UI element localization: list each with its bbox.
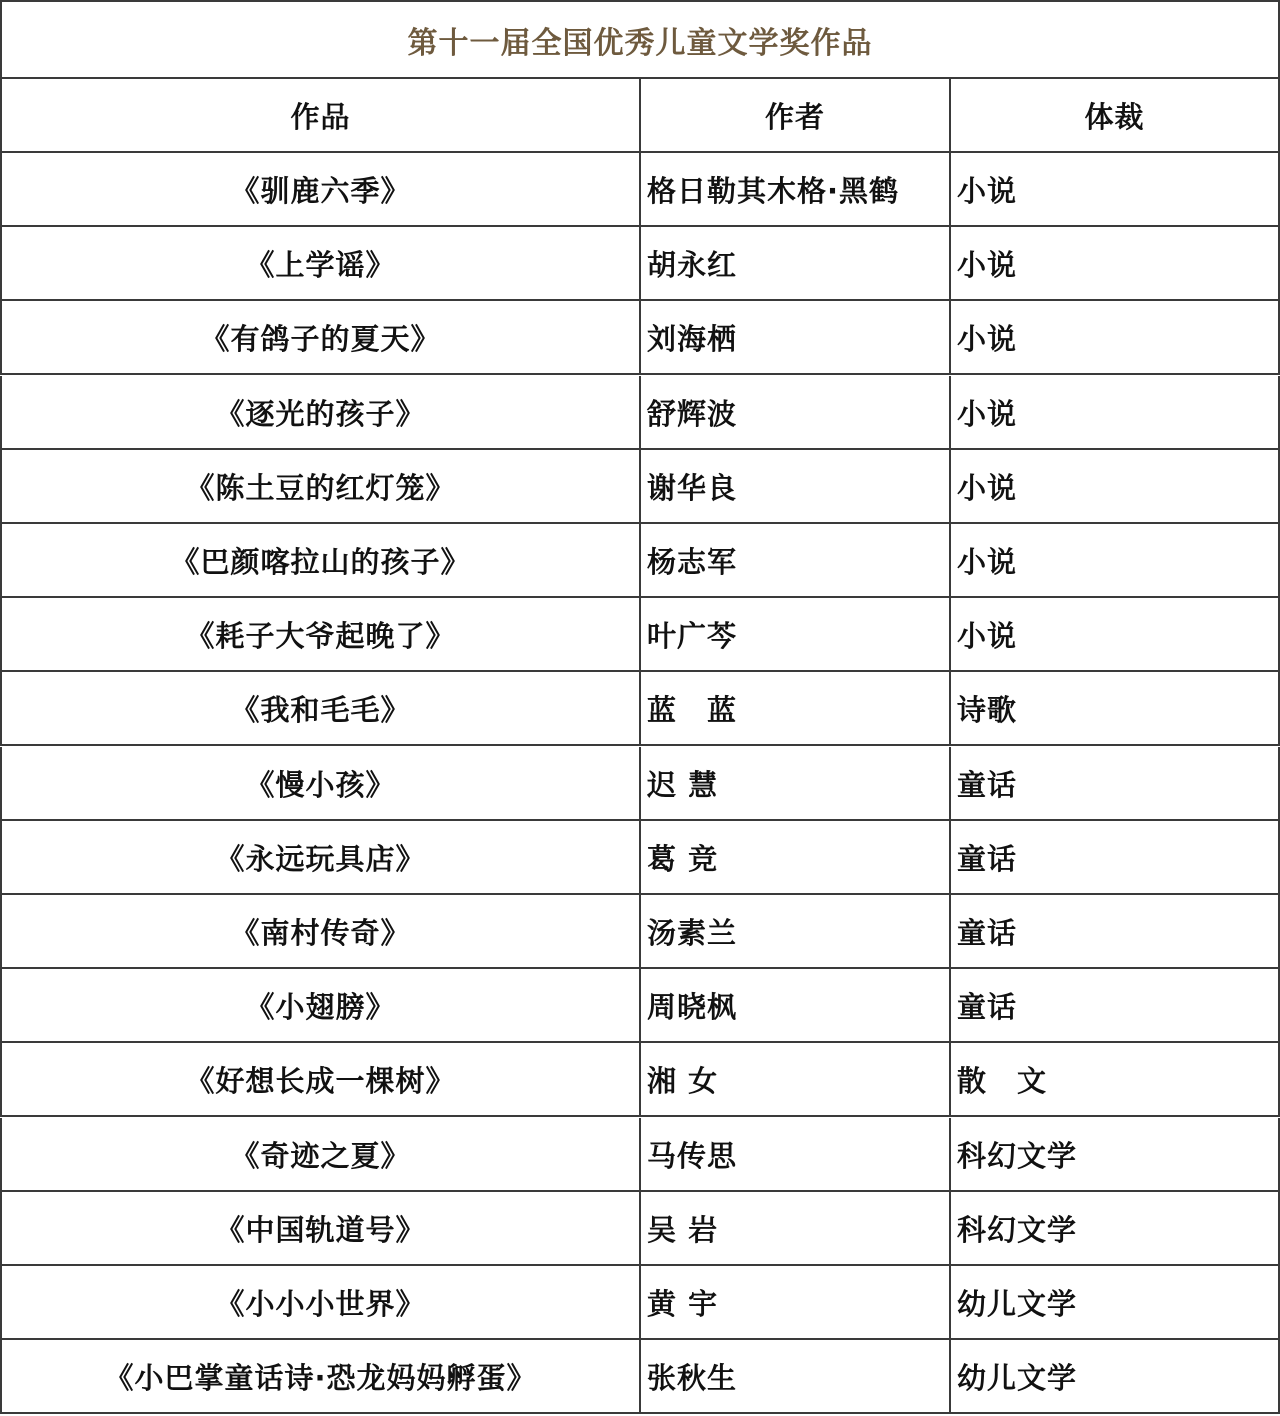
cell-work: 《陈土豆的红灯笼》 (2, 450, 641, 522)
table-row (0, 1043, 1280, 1117)
cell-work: 《永远玩具店》 (2, 821, 641, 893)
table-row (0, 1340, 1280, 1414)
table-header-row (0, 79, 1280, 153)
table-row (0, 376, 1280, 450)
cell-genre: 科幻文学 (957, 1212, 1078, 1247)
cell-work: 《小巴掌童话诗·恐龙妈妈孵蛋》 (2, 1340, 641, 1412)
header-work: 作品 (2, 79, 641, 151)
cell-author: 迟 慧 (641, 747, 951, 819)
cell-genre: 小说 (957, 544, 1018, 579)
cell-genre: 童话 (957, 767, 1018, 802)
table-row (0, 1266, 1280, 1340)
cell-author: 汤素兰 (641, 895, 951, 967)
cell-author: 蓝 蓝 (641, 672, 951, 744)
cell-author: 杨志军 (641, 524, 951, 596)
cell-work: 《上学谣》 (2, 227, 641, 299)
cell-genre: 幼儿文学 (957, 1360, 1078, 1395)
cell-author: 张秋生 (641, 1340, 951, 1412)
table-row (0, 969, 1280, 1043)
cell-work: 《好想长成一棵树》 (2, 1043, 641, 1115)
table-row (0, 1192, 1280, 1266)
cell-author: 舒辉波 (641, 376, 951, 448)
header-genre: 体裁 (1084, 99, 1145, 134)
cell-genre: 小说 (957, 396, 1018, 431)
cell-author: 吴 岩 (641, 1192, 951, 1264)
cell-work: 《驯鹿六季》 (2, 153, 641, 225)
table-row (0, 1118, 1280, 1192)
cell-author: 刘海栖 (641, 301, 951, 373)
table-row (0, 895, 1280, 969)
cell-work: 《小小小世界》 (2, 1266, 641, 1338)
cell-genre: 幼儿文学 (957, 1286, 1078, 1321)
cell-work: 《慢小孩》 (2, 747, 641, 819)
table-row (0, 301, 1280, 375)
table-row (0, 672, 1280, 746)
table-row (0, 821, 1280, 895)
table-row (0, 153, 1280, 227)
cell-author: 格日勒其木格·黑鹤 (641, 153, 951, 225)
table-title-row (0, 0, 1280, 79)
table-row (0, 227, 1280, 301)
cell-genre: 童话 (957, 841, 1018, 876)
cell-genre: 小说 (957, 173, 1018, 208)
cell-work: 《小翅膀》 (2, 969, 641, 1041)
cell-genre: 小说 (957, 247, 1018, 282)
cell-author: 叶广芩 (641, 598, 951, 670)
table-row (0, 524, 1280, 598)
cell-work: 《南村传奇》 (2, 895, 641, 967)
cell-author: 周晓枫 (641, 969, 951, 1041)
cell-genre: 小说 (957, 321, 1018, 356)
cell-genre: 小说 (957, 470, 1018, 505)
cell-work: 《奇迹之夏》 (2, 1118, 641, 1190)
cell-author: 黄 宇 (641, 1266, 951, 1338)
cell-work: 《我和毛毛》 (2, 672, 641, 744)
table-title: 第十一届全国优秀儿童文学奖作品 (407, 25, 873, 61)
header-author: 作者 (641, 79, 951, 151)
cell-work: 《有鸽子的夏天》 (2, 301, 641, 373)
cell-author: 马传思 (641, 1118, 951, 1190)
cell-genre: 诗歌 (957, 692, 1018, 727)
table-row (0, 450, 1280, 524)
cell-work: 《逐光的孩子》 (2, 376, 641, 448)
cell-genre: 童话 (957, 989, 1018, 1024)
cell-author: 湘 女 (641, 1043, 951, 1115)
table-row (0, 598, 1280, 672)
cell-work: 《中国轨道号》 (2, 1192, 641, 1264)
table-row (0, 747, 1280, 821)
cell-author: 谢华良 (641, 450, 951, 522)
cell-author: 葛 竞 (641, 821, 951, 893)
cell-work: 《耗子大爷起晚了》 (2, 598, 641, 670)
cell-genre: 散 文 (957, 1063, 1048, 1098)
cell-work: 《巴颜喀拉山的孩子》 (2, 524, 641, 596)
cell-genre: 科幻文学 (957, 1138, 1078, 1173)
cell-genre: 童话 (957, 915, 1018, 950)
cell-genre: 小说 (957, 618, 1018, 653)
cell-author: 胡永红 (641, 227, 951, 299)
